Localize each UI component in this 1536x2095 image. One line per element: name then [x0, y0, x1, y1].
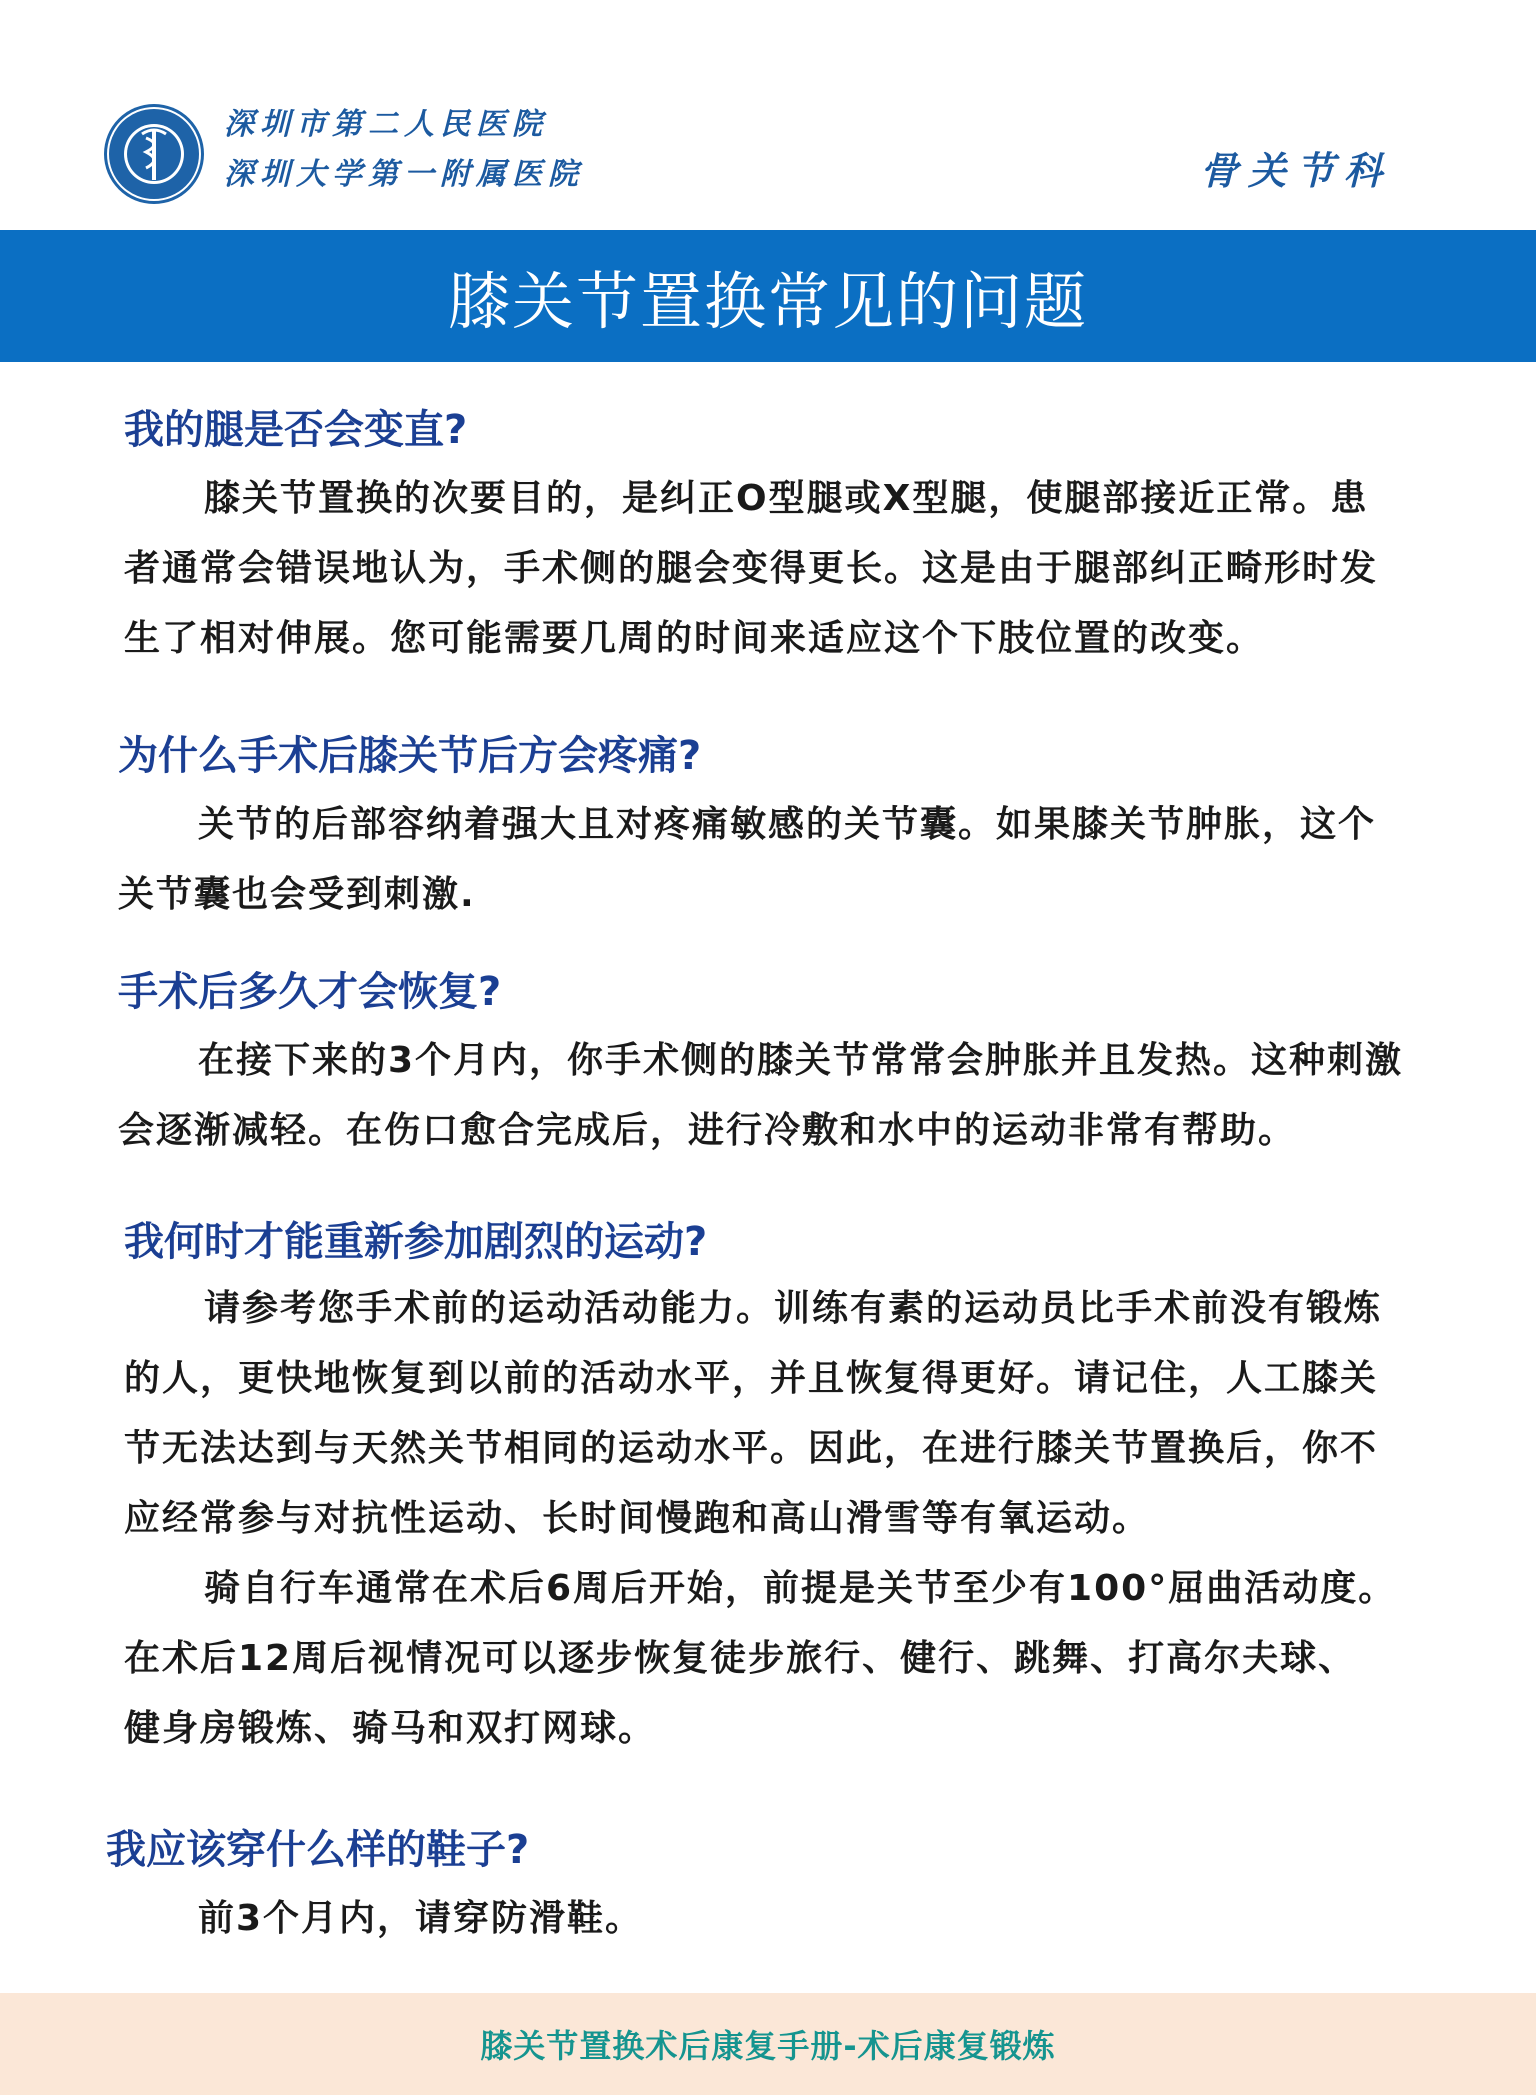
page-title: 膝关节置换常见的问题	[447, 264, 1088, 338]
answer-paragraph	[124, 464, 1444, 674]
question-heading: 我的腿是否会变直?	[124, 407, 468, 453]
answer-line: 应经常参与对抗性运动、长时间慢跑和高山滑雪等有氧运动。	[124, 1498, 1151, 1539]
answer-line: 在接下来的3个月内，你手术侧的膝关节常常会肿胀并且发热。这种刺激	[198, 1040, 1404, 1081]
answer-line: 者通常会错误地认为，手术侧的腿会变得更长。这是由于腿部纠正畸形时发	[124, 548, 1379, 589]
department-label: 骨关节科	[1199, 148, 1392, 193]
title-banner	[0, 230, 1536, 362]
answer-line: 的人，更快地恢复到以前的活动水平，并且恢复得更好。请记住，人工膝关	[124, 1358, 1379, 1399]
answer-line: 膝关节置换的次要目的，是纠正O型腿或X型腿，使腿部接近正常。患	[204, 478, 1369, 519]
answer-line: 关节囊也会受到刺激.	[118, 874, 476, 915]
answer-paragraph	[118, 790, 1438, 930]
page-footer	[0, 1993, 1536, 2095]
answer-paragraph	[118, 1884, 1438, 1954]
answer-paragraph	[118, 1026, 1438, 1166]
hospital-name-1: 深圳市第二人民医院	[224, 107, 548, 142]
question-heading: 手术后多久才会恢复?	[118, 969, 502, 1015]
answer-paragraph	[124, 1274, 1444, 1764]
hospital-names	[224, 100, 584, 200]
answer-line: 在术后12周后视情况可以逐步恢复徒步旅行、健行、跳舞、打高尔夫球、	[124, 1638, 1357, 1679]
answer-line: 会逐渐减轻。在伤口愈合完成后，进行冷敷和水中的运动非常有帮助。	[118, 1110, 1297, 1151]
question-heading: 我应该穿什么样的鞋子?	[106, 1827, 530, 1873]
question-heading: 我何时才能重新参加剧烈的运动?	[124, 1219, 708, 1265]
answer-line: 生了相对伸展。您可能需要几周的时间来适应这个下肢位置的改变。	[124, 618, 1265, 659]
question-heading: 为什么手术后膝关节后方会疼痛?	[118, 733, 702, 779]
answer-line: 关节的后部容纳着强大且对疼痛敏感的关节囊。如果膝关节肿胀，这个	[198, 804, 1377, 845]
footer-text: 膝关节置换术后康复手册-术后康复锻炼	[480, 2027, 1056, 2065]
answer-line: 节无法达到与天然关节相同的运动水平。因此，在进行膝关节置换后，你不	[124, 1428, 1379, 1469]
caduceus-icon	[104, 104, 204, 204]
answer-line: 健身房锻炼、骑马和双打网球。	[124, 1708, 657, 1749]
page-header	[0, 0, 1536, 230]
hospital-logo	[104, 104, 204, 204]
answer-line: 请参考您手术前的运动活动能力。训练有素的运动员比手术前没有锻炼	[204, 1288, 1383, 1329]
answer-line: 骑自行车通常在术后6周后开始，前提是关节至少有100°屈曲活动度。	[204, 1568, 1397, 1609]
answer-line: 前3个月内，请穿防滑鞋。	[198, 1898, 644, 1939]
hospital-name-2: 深圳大学第一附属医院	[224, 157, 584, 192]
